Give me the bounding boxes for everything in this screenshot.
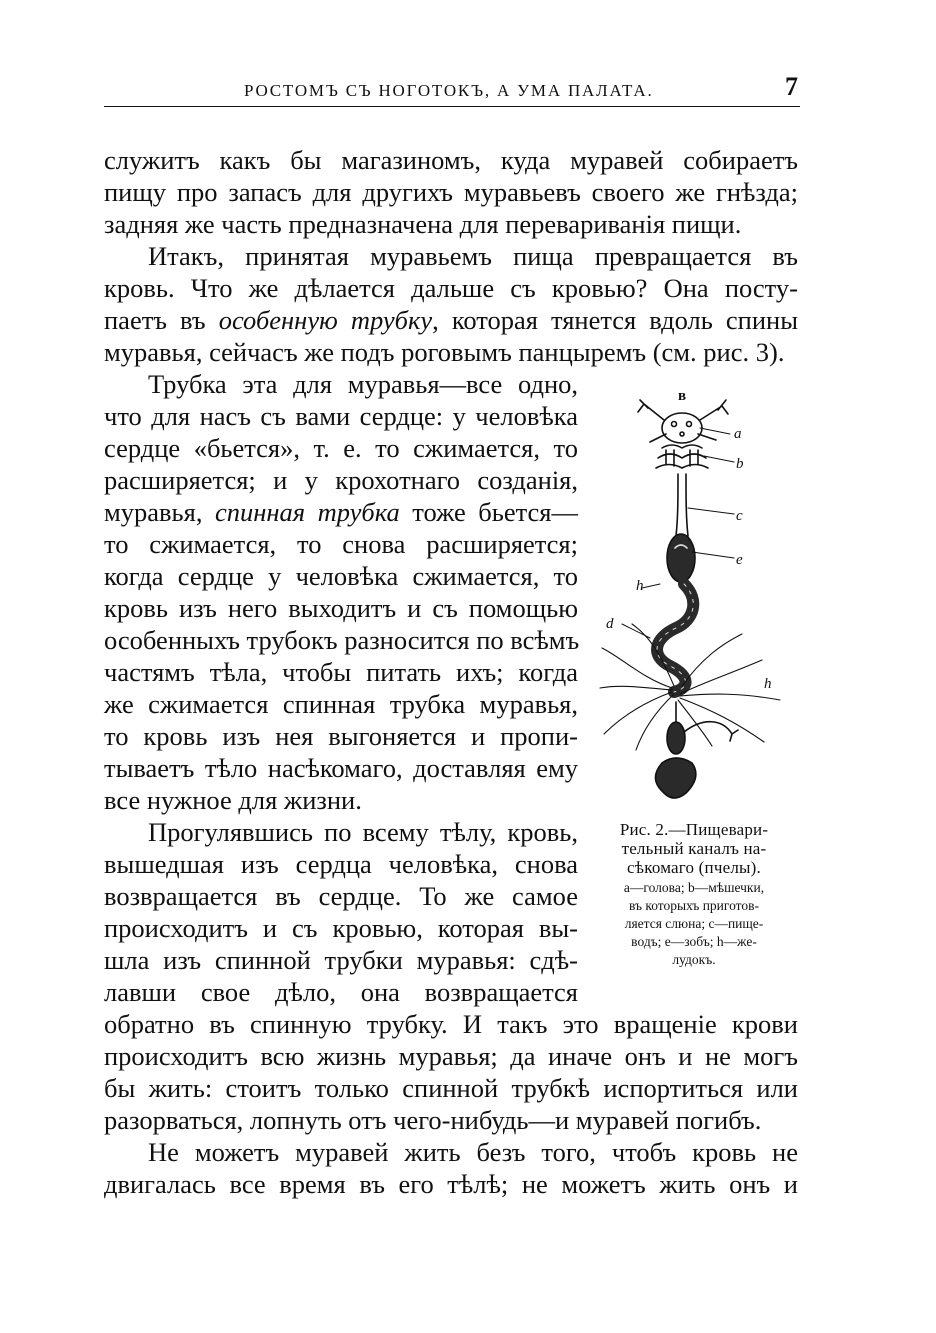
text-line: двигалась все время въ его тѣлѣ; не можетъ жить онъ и — [104, 1169, 798, 1199]
text-line: вышедшая изъ сердца человѣка, снова — [104, 849, 578, 879]
intestine-drawing — [655, 702, 738, 798]
figure-label-c: c — [736, 508, 743, 524]
text-line: когда сердце у человѣка сжимается, то — [104, 561, 578, 591]
text-line: Не можетъ муравей жить безъ того, чтобъ кровь не — [148, 1137, 798, 1167]
figure-label-b: b — [736, 456, 744, 472]
text-line: Итакъ, принятая муравьемъ пища превращается въ — [148, 241, 798, 271]
text-line: происходитъ и съ кровью, которая вы- — [104, 913, 578, 943]
figure-label-a: a — [734, 426, 742, 442]
text-line: шла изъ спинной трубки муравья: сдѣ- — [104, 945, 578, 975]
text-line: сердце «бьется», т. е. то сжимается, то — [104, 433, 578, 463]
legend-line: a—голова; b—мѣшечки, — [623, 880, 765, 895]
figure-label-h: h — [636, 578, 644, 594]
page-number: 7 — [785, 72, 798, 101]
text-line: тываетъ тѣло насѣкомаго, доставляя ему — [104, 753, 578, 783]
bee-digestive-canal-figure — [592, 388, 792, 813]
text-line: лавши свое дѣло, она возвращается — [104, 977, 578, 1007]
caption-line: сѣкомаго (пчелы). — [627, 858, 761, 877]
text-line: частямъ тѣла, чтобы питать ихъ; когда — [104, 657, 578, 687]
text-line: возвращается въ сердце. То же самое — [104, 881, 578, 911]
text-line: бы жить: стоитъ только спинной трубкѣ испортиться или — [104, 1073, 798, 1103]
text-line: кровь изъ него выходитъ и съ помощью — [104, 593, 578, 623]
caption-legend — [588, 879, 800, 969]
figure-label-top: в — [678, 388, 687, 404]
figure-label-d: d — [606, 616, 614, 632]
text-line: кровь. Что же дѣлается дальше съ кровью? Она посту- — [104, 273, 798, 303]
label-leaders — [622, 428, 734, 638]
text-line: Трубка эта для муравья—все одно, — [148, 369, 578, 399]
legend-line: ляется слюна; c—пище- — [624, 916, 764, 931]
text-line: происходитъ всю жизнь муравья; да иначе онъ и не могъ — [104, 1041, 798, 1071]
text-line: паетъ въ особенную трубку, которая тянется вдоль спины — [104, 305, 798, 335]
italic-phrase: особенную трубку — [218, 305, 433, 335]
text-line: обратно въ спинную трубку. И такъ это вращеніе крови — [104, 1009, 798, 1039]
stomach-drawing — [657, 584, 693, 692]
text-line: же сжимается спинная трубка муравья, — [104, 689, 578, 719]
figure-label-e: e — [736, 552, 743, 568]
salivary-glands-drawing — [656, 445, 708, 468]
legend-line: въ которыхъ приготов- — [628, 898, 760, 913]
figure-label-h2: h — [764, 676, 772, 692]
text-line: то кровь изъ нея выгоняется и пропи- — [104, 721, 578, 751]
esophagus-drawing — [676, 474, 688, 536]
running-header — [104, 72, 800, 107]
running-title: РОСТОМЪ СЪ НОГОТОКЪ, А УМА ПАЛАТА. — [244, 81, 654, 100]
head-drawing — [638, 400, 728, 443]
text-line: муравья, спинная трубка тоже бьется— — [104, 497, 578, 527]
caption-line: Рис. 2.—Пищевари- — [619, 820, 769, 839]
text-line: пищу про запасъ для другихъ муравьевъ своего же гнѣзда; — [104, 177, 798, 207]
text-line: что для насъ съ вами сердце: у человѣка — [104, 401, 578, 431]
figure-caption — [588, 820, 800, 969]
text-line: расширяется; и у крохотнаго созданія, — [104, 465, 578, 495]
legend-line: лудокъ. — [672, 952, 716, 967]
legend-line: водъ; e—зобъ; h—же- — [631, 934, 757, 949]
text-line: задняя же часть предназначена для перевариванія пищи. — [104, 209, 742, 239]
crop-drawing — [667, 534, 695, 582]
text-line: особенныхъ трубокъ разносится по всѣмъ — [104, 625, 580, 655]
caption-line: тельный каналъ на- — [621, 839, 767, 858]
italic-phrase: спинная трубка — [214, 497, 400, 527]
text-line: муравья, сейчасъ же подъ роговымъ панцыремъ (см. рис. 3). — [104, 337, 785, 367]
text-line: Прогулявшись по всему тѣлу, кровь, — [148, 817, 578, 847]
text-line: служитъ какъ бы магазиномъ, куда муравей собираетъ — [104, 145, 798, 175]
text-line: то сжимается, то снова расширяется; — [104, 529, 578, 559]
text-line: все нужное для жизни. — [104, 785, 362, 815]
text-line: разорваться, лопнуть отъ чего-нибудь—и муравей погибъ. — [104, 1105, 762, 1135]
